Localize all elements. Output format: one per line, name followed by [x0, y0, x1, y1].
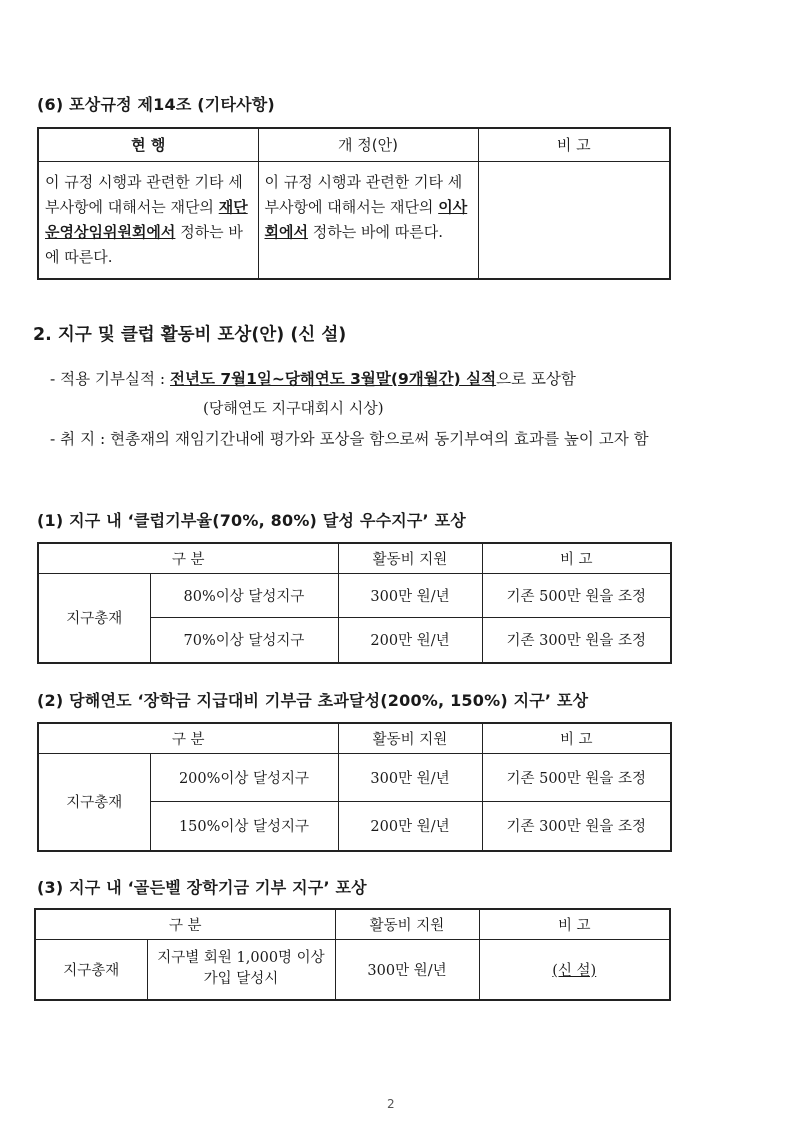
t1-header-note: 비 고	[482, 543, 671, 573]
t1-header-support: 활동비 지원	[338, 543, 482, 573]
table-row-cond: 200%이상 달성지구	[150, 753, 338, 801]
revised-underlined: 이사회에서	[264, 197, 468, 241]
table-row-support: 200만 원/년	[338, 617, 482, 663]
revised-rule-cell	[258, 161, 478, 279]
revised-text-2: 정하는 바에 따른다.	[307, 222, 443, 241]
table-2-title: (2) 당해연도 ‘장학금 지급대비 기부금 초과달성(200%, 150%) 지구’ 포상	[37, 691, 589, 710]
table-row-support: 300만 원/년	[338, 753, 482, 801]
table-3	[34, 908, 671, 1001]
table-1	[37, 542, 672, 664]
t1-group: 지구총재	[38, 573, 150, 663]
rule-amendment-table	[37, 127, 671, 280]
table-row-note	[479, 939, 670, 1000]
table-row-cond: 지구별 회원 1,000명 이상 가입 달성시	[147, 939, 335, 1000]
table-row-note: 기존 300만 원을 조정	[482, 617, 671, 663]
t3-header-support: 활동비 지원	[335, 909, 479, 939]
revised-text-1: 이 규정 시행과 관련한 기타 세부사항에 대해서는 재단의	[264, 172, 463, 216]
current-text-2: 정하는 바에 따른다.	[45, 222, 243, 266]
table-row-cond: 80%이상 달성지구	[150, 573, 338, 617]
purpose-label: - 취 지 :	[50, 430, 111, 448]
apply-tail: 으로 포상함	[496, 370, 576, 388]
table-row-cond: 70%이상 달성지구	[150, 617, 338, 663]
apply-note: (당해연도 지구대회시 시상)	[203, 399, 384, 417]
t2-header-support: 활동비 지원	[338, 723, 482, 753]
purpose-text: 현총재의 재임기간내에 평가와 포상을 함으로써 동기부여의 효과를 높이 고자 함	[110, 430, 649, 448]
section-6-title: (6) 포상규정 제14조 (기타사항)	[37, 95, 275, 114]
table-row-note: 기존 500만 원을 조정	[482, 753, 671, 801]
new-badge: (신 설)	[552, 962, 597, 979]
table-row-note: 기존 500만 원을 조정	[482, 573, 671, 617]
apply-label: - 적용 기부실적 :	[50, 370, 171, 388]
table-row-support: 300만 원/년	[335, 939, 479, 1000]
t3-group: 지구총재	[35, 939, 147, 1000]
table-1-title: (1) 지구 내 ‘클럽기부율(70%, 80%) 달성 우수지구’ 포상	[37, 511, 466, 530]
table-row-support: 300만 원/년	[338, 573, 482, 617]
page-number: 2	[387, 1097, 395, 1111]
t2-group: 지구총재	[38, 753, 150, 851]
current-rule-cell	[38, 161, 258, 279]
table-row-cond: 150%이상 달성지구	[150, 801, 338, 851]
table-3-title: (3) 지구 내 ‘골든벨 장학기금 기부 지구’ 포상	[37, 878, 367, 897]
header-note: 비 고	[478, 128, 670, 161]
table-row-note: 기존 300만 원을 조정	[482, 801, 671, 851]
t2-header-category: 구 분	[38, 723, 338, 753]
t3-header-category: 구 분	[35, 909, 335, 939]
t2-header-note: 비 고	[482, 723, 671, 753]
purpose-line	[50, 426, 765, 452]
note-cell	[478, 161, 670, 279]
t3-header-note: 비 고	[479, 909, 670, 939]
current-text-1: 이 규정 시행과 관련한 기타 세부사항에 대해서는 재단의	[45, 172, 243, 216]
section-2-title: 2. 지구 및 클럽 활동비 포상(안) (신 설)	[33, 325, 347, 345]
t1-header-category: 구 분	[38, 543, 338, 573]
table-2	[37, 722, 672, 852]
header-revised: 개 정(안)	[258, 128, 478, 161]
table-row-support: 200만 원/년	[338, 801, 482, 851]
apply-underlined: 전년도 7월1일~당해연도 3월말(9개월간) 실적	[170, 370, 497, 388]
header-current: 현 행	[38, 128, 258, 161]
current-underlined: 재단운영상임위원회에서	[45, 197, 248, 241]
apply-line	[50, 367, 576, 389]
